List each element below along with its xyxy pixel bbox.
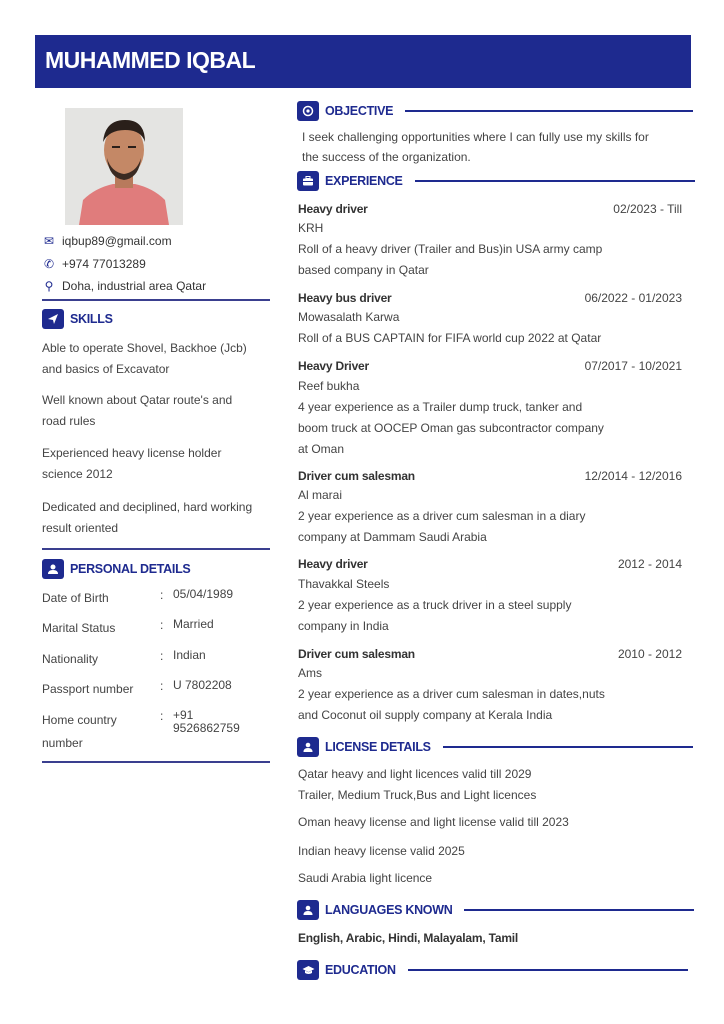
- license-item: Saudi Arabia light licence: [298, 871, 433, 885]
- location-pin-icon: ⚲: [44, 279, 54, 293]
- job-details: Thavakkal Steels 2 year experience as a truck driver in a steel supply company in India: [298, 577, 572, 633]
- languages-heading: LANGUAGES KNOWN: [297, 900, 694, 920]
- job-title: Heavy bus driver: [298, 291, 392, 305]
- skill-item: Experienced heavy license holder science 2012: [42, 446, 222, 481]
- nationality-label: Nationality: [42, 652, 99, 666]
- graduation-cap-icon: [297, 960, 319, 980]
- dob-label: Date of Birth: [42, 591, 109, 605]
- personal-details-heading: PERSONAL DETAILS: [42, 559, 190, 579]
- objective-text: I seek challenging opportunities where I can fully use my skills for the success of the organization.: [302, 130, 649, 164]
- job-title: Heavy driver: [298, 557, 368, 571]
- divider: [42, 299, 270, 301]
- job-details: Mowasalath Karwa Roll of a BUS CAPTAIN for FIFA world cup 2022 at Qatar: [298, 310, 602, 345]
- user-icon: [42, 559, 64, 579]
- home-number-label: Home country number: [42, 713, 117, 750]
- briefcase-icon: [297, 171, 319, 191]
- id-card-icon: [297, 737, 319, 757]
- nationality-value: Indian: [173, 648, 206, 662]
- marital-status-value: Married: [173, 617, 214, 631]
- skills-heading: SKILLS: [42, 309, 113, 329]
- passport-label: Passport number: [42, 682, 134, 696]
- speaker-person-icon: [297, 900, 319, 920]
- profile-photo: [65, 108, 183, 225]
- license-item: Qatar heavy and light licences valid till 2029 Trailer, Medium Truck,Bus and Light licences: [298, 767, 537, 802]
- divider: [42, 548, 270, 550]
- job-details: Reef bukha 4 year experience as a Trailer dump truck, tanker and boom truck at OOCEP Oman gas subcontractor company at Oman: [298, 379, 604, 456]
- contact-phone: ✆ +974 77013289: [43, 257, 146, 271]
- header-bar: [35, 35, 691, 88]
- job-date: 02/2023 - Till: [613, 202, 682, 216]
- skill-item: Well known about Qatar route's and road rules: [42, 393, 233, 428]
- job-details: KRH Roll of a heavy driver (Trailer and Bus)in USA army camp based company in Qatar: [298, 221, 603, 277]
- job-date: 12/2014 - 12/2016: [584, 469, 682, 483]
- languages-list: English, Arabic, Hindi, Malayalam, Tamil: [298, 931, 519, 945]
- paper-plane-icon: [42, 309, 64, 329]
- target-icon: [297, 101, 319, 121]
- objective-heading: OBJECTIVE: [297, 101, 693, 121]
- skill-item: Dedicated and deciplined, hard working result oriented: [42, 500, 253, 535]
- license-item: Indian heavy license valid 2025: [298, 844, 465, 858]
- candidate-name: MUHAMMED IQBAL: [45, 47, 256, 73]
- job-title: Driver cum salesman: [298, 469, 415, 483]
- job-details: Ams 2 year experience as a driver cum salesman in dates,nuts and Coconut oil supply company at Kerala India: [298, 666, 605, 722]
- job-title: Driver cum salesman: [298, 647, 415, 661]
- skill-item: Able to operate Shovel, Backhoe (Jcb) and basics of Excavator: [42, 341, 247, 376]
- job-date: 2010 - 2012: [617, 647, 682, 661]
- job-date: 07/2017 - 10/2021: [584, 359, 682, 373]
- divider: [42, 761, 270, 763]
- contact-email: ✉ iqbup89@gmail.com: [43, 234, 172, 248]
- mail-icon: ✉: [43, 234, 55, 248]
- dob-value: 05/04/1989: [173, 587, 234, 601]
- home-number-value: +91 9526862759: [173, 708, 240, 735]
- license-heading: LICENSE DETAILS: [297, 737, 693, 757]
- experience-heading: EXPERIENCE: [297, 171, 695, 191]
- job-details: Al marai 2 year experience as a driver cum salesman in a diary company at Dammam Saudi Arabia: [298, 488, 586, 544]
- job-title: Heavy driver: [298, 202, 368, 216]
- phone-icon: ✆: [43, 257, 55, 271]
- job-date: 06/2022 - 01/2023: [584, 291, 682, 305]
- job-title: Heavy Driver: [298, 359, 369, 373]
- education-heading: EDUCATION: [297, 960, 688, 980]
- passport-value: U 7802208: [173, 678, 232, 692]
- marital-status-label: Marital Status: [42, 621, 116, 635]
- contact-location: ⚲ Doha, industrial area Qatar: [42, 279, 206, 293]
- job-date: 2012 - 2014: [617, 557, 682, 571]
- license-item: Oman heavy license and light license valid till 2023: [298, 815, 569, 829]
